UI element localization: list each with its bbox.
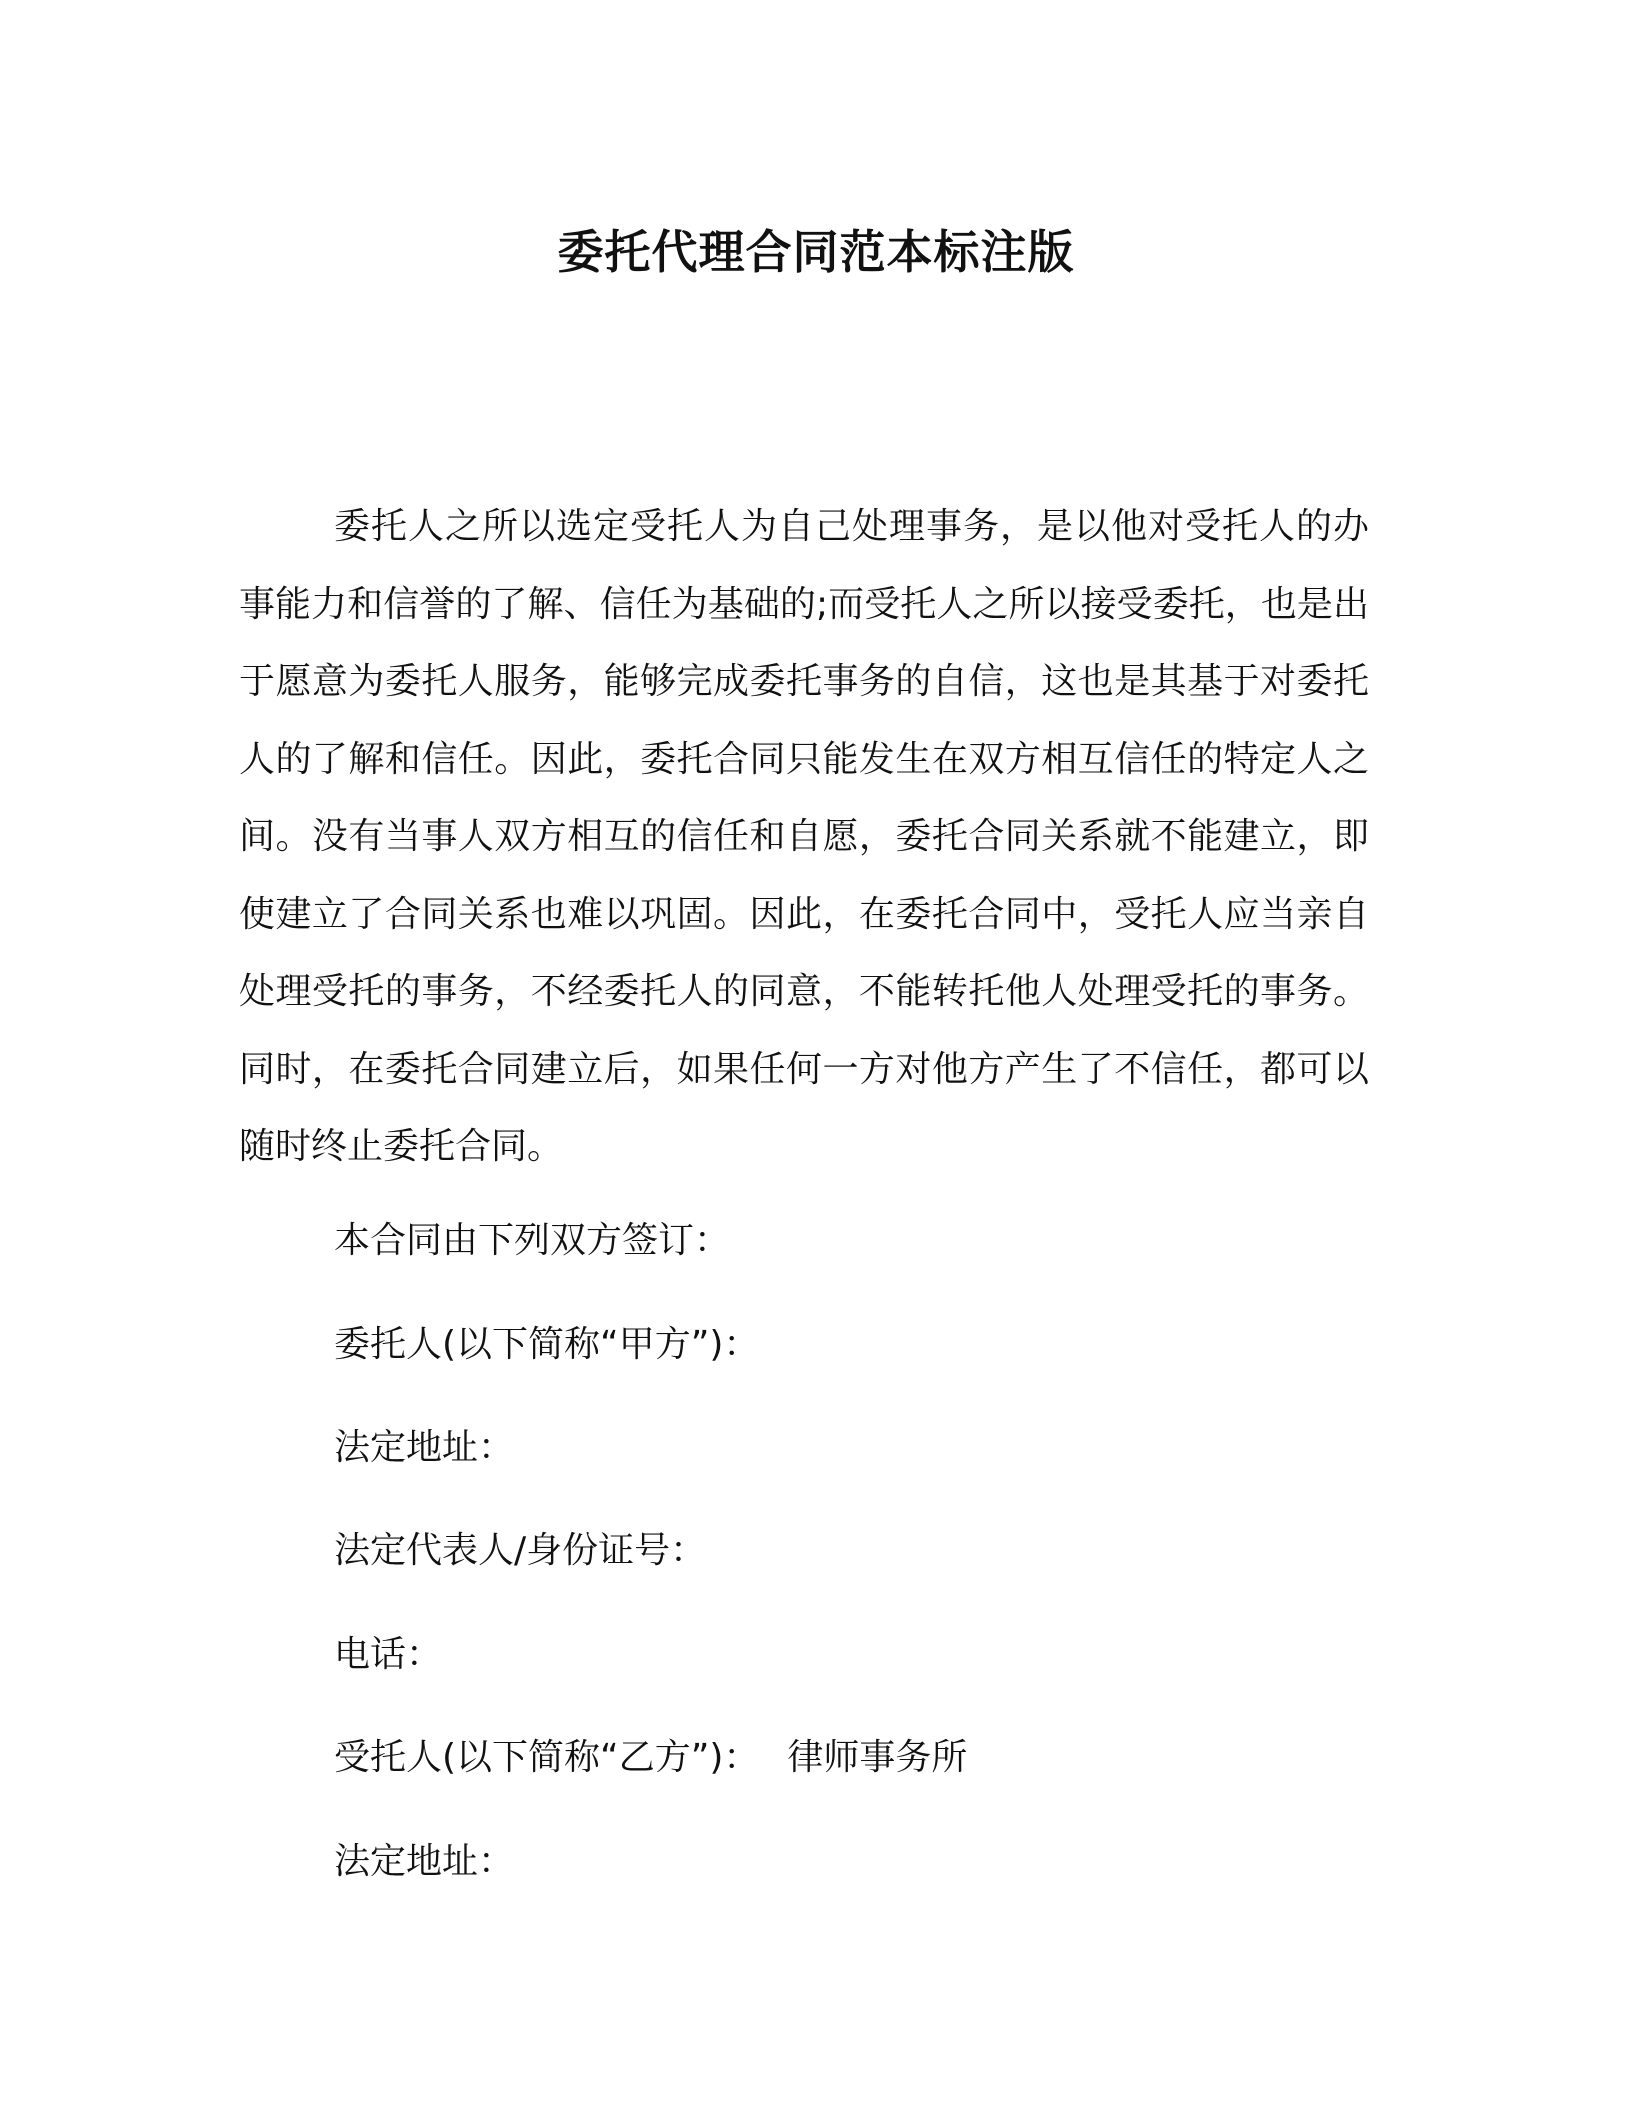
- party-b-address-label: 法定地址：: [334, 1841, 515, 1882]
- party-b-line: [334, 1733, 967, 1783]
- intro-paragraph: 委托人之所以选定受托人为自己处理事务，是以他对受托人的办事能力和信誉的了解、信任为基础的;而受托人之所以接受委托，也是出于愿意为委托人服务，能够完成委托事务的自信，这也是其基于对委托人的了解和信任。因此，委托合同只能发生在双方相互信任的特定人之间。没有当事人双方相互的信任和自愿，委托合同关系就不能建立，即使建立了合同关系也难以巩固。因此，在委托合同中，受托人应当亲自处理受托的事务，不经委托人的同意，不能转托他人处理受托的事务。同时，在委托合同建立后，如果任何一方对他方产生了不信任，都可以随时终止委托合同。: [239, 506, 1369, 1167]
- party-a-address-label: 法定地址：: [334, 1427, 515, 1468]
- party-a-phone-label: 电话：: [334, 1634, 443, 1675]
- party-a-representative-label: 法定代表人/身份证号：: [334, 1530, 707, 1571]
- party-b-label: 受托人(以下简称“乙方”)：: [334, 1737, 760, 1778]
- document-title: 委托代理合同范本标注版: [557, 225, 1075, 279]
- party-b-value: 律师事务所: [787, 1737, 968, 1778]
- party-a-label: 委托人(以下简称“甲方”)：: [334, 1324, 760, 1365]
- signing-intro: 本合同由下列双方签订：: [334, 1220, 731, 1261]
